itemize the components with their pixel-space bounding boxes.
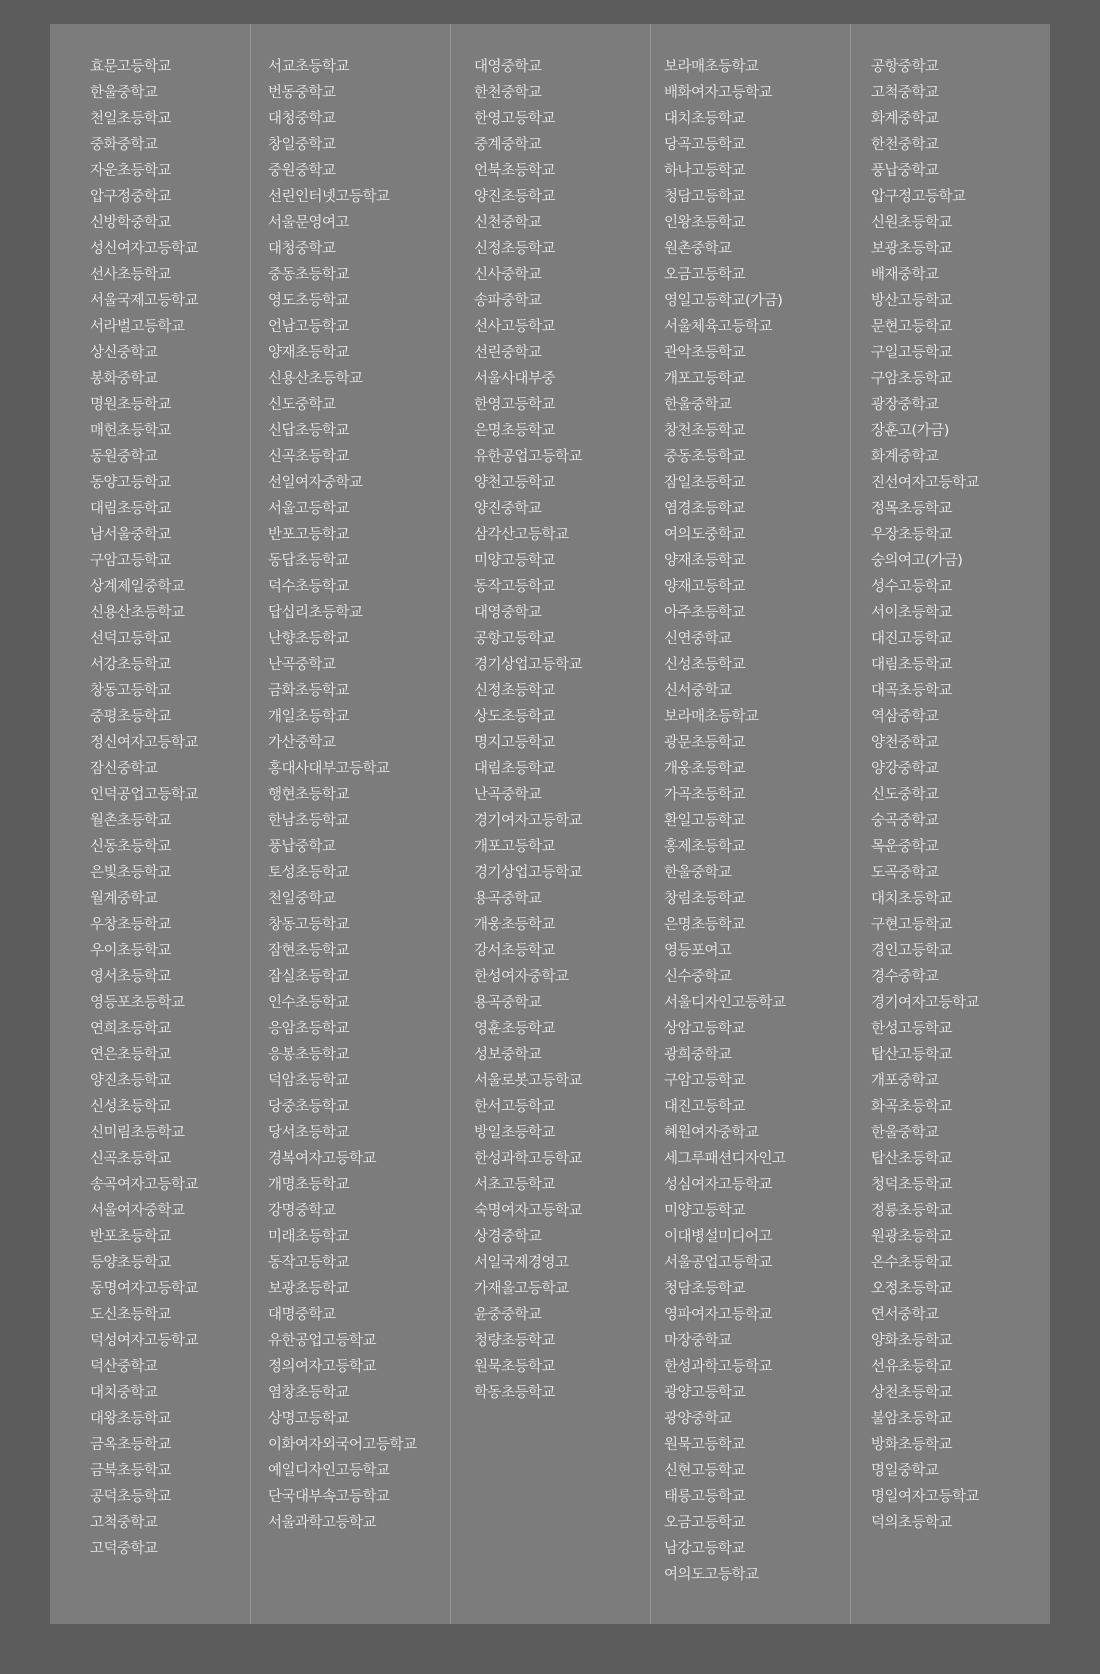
school-name: 난곡중학교 — [474, 787, 542, 803]
school-name: 태릉고등학교 — [664, 1489, 746, 1505]
school-name: 인왕초등학교 — [664, 215, 746, 231]
school-name: 우창초등학교 — [90, 917, 172, 933]
school-name: 방산고등학교 — [871, 293, 953, 309]
school-name: 송파중학교 — [474, 293, 542, 309]
school-name: 가곡초등학교 — [664, 787, 746, 803]
school-name: 잠일초등학교 — [664, 475, 746, 491]
school-name: 관악초등학교 — [664, 345, 746, 361]
school-name: 영도초등학교 — [268, 293, 350, 309]
school-name: 동원중학교 — [90, 449, 158, 465]
school-name: 방일초등학교 — [474, 1125, 556, 1141]
school-name: 숭의여고(가금) — [871, 553, 963, 569]
school-name: 신정초등학교 — [474, 241, 556, 257]
school-name: 대영중학교 — [474, 605, 542, 621]
school-name: 창림초등학교 — [664, 891, 746, 907]
school-name: 서울과학고등학교 — [268, 1515, 377, 1531]
school-name: 신도중학교 — [871, 787, 939, 803]
school-name: 남강고등학교 — [664, 1541, 746, 1557]
school-name: 보라매초등학교 — [664, 59, 759, 75]
school-name: 공항중학교 — [871, 59, 939, 75]
school-name: 서울체육고등학교 — [664, 319, 773, 335]
school-name: 신현고등학교 — [664, 1463, 746, 1479]
school-name: 개포고등학교 — [664, 371, 746, 387]
school-name: 신동초등학교 — [90, 839, 172, 855]
school-name: 경수중학교 — [871, 969, 939, 985]
school-name: 원묵고등학교 — [664, 1437, 746, 1453]
school-name: 상암고등학교 — [664, 1021, 746, 1037]
school-name: 신천중학교 — [474, 215, 542, 231]
school-name: 송곡여자고등학교 — [90, 1177, 199, 1193]
school-name: 양천고등학교 — [474, 475, 556, 491]
school-name: 언남고등학교 — [268, 319, 350, 335]
school-name: 유한공업고등학교 — [474, 449, 583, 465]
school-name: 성수고등학교 — [871, 579, 953, 595]
school-name: 서라벌고등학교 — [90, 319, 185, 335]
school-name: 은명초등학교 — [664, 917, 746, 933]
school-name: 양재고등학교 — [664, 579, 746, 595]
school-name: 서울문영여고 — [268, 215, 350, 231]
school-name: 창천초등학교 — [664, 423, 746, 439]
school-name: 목운중학교 — [871, 839, 939, 855]
school-name: 연희초등학교 — [90, 1021, 172, 1037]
school-name: 우장초등학교 — [871, 527, 953, 543]
school-name: 상경중학교 — [474, 1229, 542, 1245]
school-name: 선사초등학교 — [90, 267, 172, 283]
school-name: 탑산고등학교 — [871, 1047, 953, 1063]
school-name: 답십리초등학교 — [268, 605, 363, 621]
school-name: 신성초등학교 — [90, 1099, 172, 1115]
school-name: 양진중학교 — [474, 501, 542, 517]
school-name: 압구정중학교 — [90, 189, 172, 205]
school-name: 대진고등학교 — [664, 1099, 746, 1115]
school-name: 강서초등학교 — [474, 943, 556, 959]
school-name: 자운초등학교 — [90, 163, 172, 179]
school-name: 단국대부속고등학교 — [268, 1489, 390, 1505]
school-name: 잠실초등학교 — [268, 969, 350, 985]
school-name: 서초고등학교 — [474, 1177, 556, 1193]
school-name: 대명중학교 — [268, 1307, 336, 1323]
school-name: 덕성여자고등학교 — [90, 1333, 199, 1349]
school-name: 동양고등학교 — [90, 475, 172, 491]
school-name: 월촌초등학교 — [90, 813, 172, 829]
school-name: 창일중학교 — [268, 137, 336, 153]
school-name: 중원중학교 — [268, 163, 336, 179]
school-name: 불암초등학교 — [871, 1411, 953, 1427]
school-name: 당중초등학교 — [268, 1099, 350, 1115]
school-name: 서이초등학교 — [871, 605, 953, 621]
school-name: 명일중학교 — [871, 1463, 939, 1479]
school-name: 상도초등학교 — [474, 709, 556, 725]
school-name: 성신여자고등학교 — [90, 241, 199, 257]
school-name: 금화초등학교 — [268, 683, 350, 699]
school-name: 인덕공업고등학교 — [90, 787, 199, 803]
school-name: 강명중학교 — [268, 1203, 336, 1219]
school-name: 동작고등학교 — [474, 579, 556, 595]
school-name: 개웅초등학교 — [474, 917, 556, 933]
school-name: 신사중학교 — [474, 267, 542, 283]
school-name: 구암고등학교 — [664, 1073, 746, 1089]
school-name: 고덕중학교 — [90, 1541, 158, 1557]
school-name: 대림초등학교 — [474, 761, 556, 777]
school-name: 방화초등학교 — [871, 1437, 953, 1453]
school-name: 구일고등학교 — [871, 345, 953, 361]
school-name: 난곡중학교 — [268, 657, 336, 673]
school-name: 한천중학교 — [871, 137, 939, 153]
school-name: 한성과학고등학교 — [474, 1151, 583, 1167]
school-name: 신도중학교 — [268, 397, 336, 413]
school-name: 신미림초등학교 — [90, 1125, 185, 1141]
school-name: 환일고등학교 — [664, 813, 746, 829]
school-list — [268, 57, 417, 1539]
school-name: 연서중학교 — [871, 1307, 939, 1323]
school-name: 용곡중학교 — [474, 995, 542, 1011]
school-name: 미래초등학교 — [268, 1229, 350, 1245]
school-list — [474, 57, 582, 1409]
school-name: 신용산초등학교 — [90, 605, 185, 621]
school-name: 동답초등학교 — [268, 553, 350, 569]
school-name: 대영중학교 — [474, 59, 542, 75]
school-name: 원묵초등학교 — [474, 1359, 556, 1375]
school-name: 신방학중학교 — [90, 215, 172, 231]
school-name: 탑산초등학교 — [871, 1151, 953, 1167]
school-name: 선일여자중학교 — [268, 475, 363, 491]
school-name: 화계중학교 — [871, 111, 939, 127]
school-name: 응봉초등학교 — [268, 1047, 350, 1063]
school-name: 역삼중학교 — [871, 709, 939, 725]
school-name: 양천중학교 — [871, 735, 939, 751]
school-name: 용곡중학교 — [474, 891, 542, 907]
school-name: 영서초등학교 — [90, 969, 172, 985]
school-name: 명원초등학교 — [90, 397, 172, 413]
school-name: 동작고등학교 — [268, 1255, 350, 1271]
school-name: 한울중학교 — [871, 1125, 939, 1141]
school-name: 서울공업고등학교 — [664, 1255, 773, 1271]
school-name: 대진고등학교 — [871, 631, 953, 647]
school-name: 대곡초등학교 — [871, 683, 953, 699]
school-name: 삼각산고등학교 — [474, 527, 569, 543]
school-name: 오정초등학교 — [871, 1281, 953, 1297]
school-name: 선린중학교 — [474, 345, 542, 361]
school-name: 양강중학교 — [871, 761, 939, 777]
school-name: 도곡중학교 — [871, 865, 939, 881]
school-name: 잠현초등학교 — [268, 943, 350, 959]
school-name: 한천중학교 — [474, 85, 542, 101]
school-name: 한울중학교 — [90, 85, 158, 101]
school-column-1 — [50, 24, 250, 1624]
school-name: 행현초등학교 — [268, 787, 350, 803]
school-name: 신용산초등학교 — [268, 371, 363, 387]
school-name: 덕산중학교 — [90, 1359, 158, 1375]
school-name: 우이초등학교 — [90, 943, 172, 959]
school-name: 이대병설미디어고 — [664, 1229, 773, 1245]
school-name: 서울고등학교 — [268, 501, 350, 517]
school-name: 양재초등학교 — [664, 553, 746, 569]
school-name: 당곡고등학교 — [664, 137, 746, 153]
school-name: 미양고등학교 — [474, 553, 556, 569]
school-name: 한서고등학교 — [474, 1099, 556, 1115]
school-name: 염창초등학교 — [268, 1385, 350, 1401]
school-name: 서울여자중학교 — [90, 1203, 185, 1219]
school-name: 고척중학교 — [871, 85, 939, 101]
school-name: 경기상업고등학교 — [474, 865, 583, 881]
school-name: 선사고등학교 — [474, 319, 556, 335]
school-list — [871, 57, 979, 1539]
school-name: 경기여자고등학교 — [871, 995, 980, 1011]
school-list — [90, 57, 198, 1565]
school-name: 남서울중학교 — [90, 527, 172, 543]
school-name: 서울국제고등학교 — [90, 293, 199, 309]
school-name: 오금고등학교 — [664, 1515, 746, 1531]
school-name: 서강초등학교 — [90, 657, 172, 673]
school-name: 문현고등학교 — [871, 319, 953, 335]
school-name: 덕의초등학교 — [871, 1515, 953, 1531]
school-name: 연은초등학교 — [90, 1047, 172, 1063]
school-name: 영등포여고 — [664, 943, 732, 959]
school-name: 청량초등학교 — [474, 1333, 556, 1349]
school-name: 중화중학교 — [90, 137, 158, 153]
school-name: 개포중학교 — [871, 1073, 939, 1089]
school-name: 금옥초등학교 — [90, 1437, 172, 1453]
school-name: 영등포초등학교 — [90, 995, 185, 1011]
school-name: 서울로봇고등학교 — [474, 1073, 583, 1089]
school-name: 신성초등학교 — [664, 657, 746, 673]
school-name: 천일중학교 — [268, 891, 336, 907]
school-name: 한울중학교 — [664, 397, 732, 413]
school-name: 정릉초등학교 — [871, 1203, 953, 1219]
school-name: 윤중중학교 — [474, 1307, 542, 1323]
school-name: 봉화중학교 — [90, 371, 158, 387]
school-name: 보광초등학교 — [871, 241, 953, 257]
school-name: 반포고등학교 — [268, 527, 350, 543]
school-name: 개명초등학교 — [268, 1177, 350, 1193]
school-name: 선유초등학교 — [871, 1359, 953, 1375]
school-name: 천일초등학교 — [90, 111, 172, 127]
school-name: 경복여자고등학교 — [268, 1151, 377, 1167]
school-name: 유한공업고등학교 — [268, 1333, 377, 1349]
school-name: 이화여자외국어고등학교 — [268, 1437, 417, 1453]
school-name: 선덕고등학교 — [90, 631, 172, 647]
school-name: 배재중학교 — [871, 267, 939, 283]
school-name: 영훈초등학교 — [474, 1021, 556, 1037]
school-name: 매헌초등학교 — [90, 423, 172, 439]
school-name: 하나고등학교 — [664, 163, 746, 179]
school-name: 응암초등학교 — [268, 1021, 350, 1037]
school-name: 상천초등학교 — [871, 1385, 953, 1401]
school-name: 정목초등학교 — [871, 501, 953, 517]
school-name: 선린인터넷고등학교 — [268, 189, 390, 205]
school-name: 서울디자인고등학교 — [664, 995, 786, 1011]
school-name: 세그루패션디자인고 — [664, 1151, 786, 1167]
school-name: 성심여자고등학교 — [664, 1177, 773, 1193]
school-name: 원촌중학교 — [664, 241, 732, 257]
school-name: 공덕초등학교 — [90, 1489, 172, 1505]
school-name: 신곡초등학교 — [90, 1151, 172, 1167]
school-name: 풍납중학교 — [268, 839, 336, 855]
school-name: 신원초등학교 — [871, 215, 953, 231]
school-name: 대청중학교 — [268, 241, 336, 257]
school-name: 정신여자고등학교 — [90, 735, 199, 751]
school-name: 여의도중학교 — [664, 527, 746, 543]
school-name: 한영고등학교 — [474, 111, 556, 127]
school-name: 양진초등학교 — [90, 1073, 172, 1089]
school-name: 풍납중학교 — [871, 163, 939, 179]
school-name: 숙명여자고등학교 — [474, 1203, 583, 1219]
school-name: 양진초등학교 — [474, 189, 556, 205]
school-list — [664, 57, 786, 1591]
school-name: 중동초등학교 — [268, 267, 350, 283]
school-name: 대왕초등학교 — [90, 1411, 172, 1427]
school-name: 광문초등학교 — [664, 735, 746, 751]
school-name: 효문고등학교 — [90, 59, 172, 75]
school-name: 경기여자고등학교 — [474, 813, 583, 829]
school-name: 언북초등학교 — [474, 163, 556, 179]
school-name: 서일국제경영고 — [474, 1255, 569, 1271]
school-name: 신서중학교 — [664, 683, 732, 699]
school-name: 신답초등학교 — [268, 423, 350, 439]
school-name: 상신중학교 — [90, 345, 158, 361]
school-name: 숭곡중학교 — [871, 813, 939, 829]
school-name: 마장중학교 — [664, 1333, 732, 1349]
school-name: 광양중학교 — [664, 1411, 732, 1427]
school-name: 한성고등학교 — [871, 1021, 953, 1037]
school-name: 홍제초등학교 — [664, 839, 746, 855]
school-name: 여의도고등학교 — [664, 1567, 759, 1583]
school-name: 홍대사대부고등학교 — [268, 761, 390, 777]
school-name: 동명여자고등학교 — [90, 1281, 199, 1297]
school-name: 신수중학교 — [664, 969, 732, 985]
school-name: 잠신중학교 — [90, 761, 158, 777]
school-name: 광희중학교 — [664, 1047, 732, 1063]
school-name: 반포초등학교 — [90, 1229, 172, 1245]
school-name: 상계제일중학교 — [90, 579, 185, 595]
school-column-2 — [250, 24, 450, 1624]
school-name: 대청중학교 — [268, 111, 336, 127]
school-name: 신곡초등학교 — [268, 449, 350, 465]
school-name: 대치중학교 — [90, 1385, 158, 1401]
school-name: 정의여자고등학교 — [268, 1359, 377, 1375]
school-name: 명일여자고등학교 — [871, 1489, 980, 1505]
school-name: 보라매초등학교 — [664, 709, 759, 725]
school-column-5 — [850, 24, 1050, 1624]
school-name: 원광초등학교 — [871, 1229, 953, 1245]
school-name: 예일디자인고등학교 — [268, 1463, 390, 1479]
school-name: 청담고등학교 — [664, 189, 746, 205]
school-name: 청덕초등학교 — [871, 1177, 953, 1193]
school-name: 영파여자고등학교 — [664, 1307, 773, 1323]
school-name: 구암초등학교 — [871, 371, 953, 387]
school-column-4 — [650, 24, 850, 1624]
school-name: 압구정고등학교 — [871, 189, 966, 205]
school-name: 경인고등학교 — [871, 943, 953, 959]
school-name: 대림초등학교 — [871, 657, 953, 673]
school-name: 학동초등학교 — [474, 1385, 556, 1401]
school-name: 보광초등학교 — [268, 1281, 350, 1297]
school-name: 창동고등학교 — [90, 683, 172, 699]
school-name: 화계중학교 — [871, 449, 939, 465]
school-name: 토성초등학교 — [268, 865, 350, 881]
school-name: 경기상업고등학교 — [474, 657, 583, 673]
school-name: 배화여자고등학교 — [664, 85, 773, 101]
school-name: 한영고등학교 — [474, 397, 556, 413]
school-name: 공항고등학교 — [474, 631, 556, 647]
school-name: 명지고등학교 — [474, 735, 556, 751]
school-name: 서울사대부중 — [474, 371, 556, 387]
school-name: 도신초등학교 — [90, 1307, 172, 1323]
school-name: 가산중학교 — [268, 735, 336, 751]
school-name: 창동고등학교 — [268, 917, 350, 933]
school-name: 온수초등학교 — [871, 1255, 953, 1271]
school-name: 미양고등학교 — [664, 1203, 746, 1219]
school-name: 혜원여자중학교 — [664, 1125, 759, 1141]
school-name: 양화초등학교 — [871, 1333, 953, 1349]
school-column-3 — [450, 24, 650, 1624]
school-name: 구현고등학교 — [871, 917, 953, 933]
school-name: 번동중학교 — [268, 85, 336, 101]
school-name: 한성과학고등학교 — [664, 1359, 773, 1375]
school-name: 광양고등학교 — [664, 1385, 746, 1401]
school-name: 개포고등학교 — [474, 839, 556, 855]
school-name: 양재초등학교 — [268, 345, 350, 361]
school-name: 구암고등학교 — [90, 553, 172, 569]
school-name: 오금고등학교 — [664, 267, 746, 283]
school-name: 신정초등학교 — [474, 683, 556, 699]
school-name: 금북초등학교 — [90, 1463, 172, 1479]
school-name: 청담초등학교 — [664, 1281, 746, 1297]
school-name: 성보중학교 — [474, 1047, 542, 1063]
school-name: 대치초등학교 — [664, 111, 746, 127]
school-name: 개일초등학교 — [268, 709, 350, 725]
school-name: 한성여자중학교 — [474, 969, 569, 985]
school-name: 덕암초등학교 — [268, 1073, 350, 1089]
school-name: 한울중학교 — [664, 865, 732, 881]
school-name: 중계중학교 — [474, 137, 542, 153]
school-name: 진선여자고등학교 — [871, 475, 980, 491]
school-name: 중동초등학교 — [664, 449, 746, 465]
school-list-panel — [50, 24, 1050, 1624]
school-name: 서교초등학교 — [268, 59, 350, 75]
school-name: 당서초등학교 — [268, 1125, 350, 1141]
school-name: 은빛초등학교 — [90, 865, 172, 881]
school-name: 한남초등학교 — [268, 813, 350, 829]
school-name: 영일고등학교(가금) — [664, 293, 783, 309]
school-name: 장훈고(가금) — [871, 423, 949, 439]
school-name: 중평초등학교 — [90, 709, 172, 725]
school-name: 등양초등학교 — [90, 1255, 172, 1271]
school-name: 인수초등학교 — [268, 995, 350, 1011]
school-name: 화곡초등학교 — [871, 1099, 953, 1115]
school-name: 개웅초등학교 — [664, 761, 746, 777]
school-name: 대림초등학교 — [90, 501, 172, 517]
school-name: 난향초등학교 — [268, 631, 350, 647]
school-name: 상명고등학교 — [268, 1411, 350, 1427]
school-name: 고척중학교 — [90, 1515, 158, 1531]
school-name: 월계중학교 — [90, 891, 158, 907]
school-name: 염경초등학교 — [664, 501, 746, 517]
school-name: 가재울고등학교 — [474, 1281, 569, 1297]
school-name: 광장중학교 — [871, 397, 939, 413]
school-name: 신연중학교 — [664, 631, 732, 647]
school-name: 덕수초등학교 — [268, 579, 350, 595]
school-name: 은명초등학교 — [474, 423, 556, 439]
school-name: 대치초등학교 — [871, 891, 953, 907]
school-name: 아주초등학교 — [664, 605, 746, 621]
